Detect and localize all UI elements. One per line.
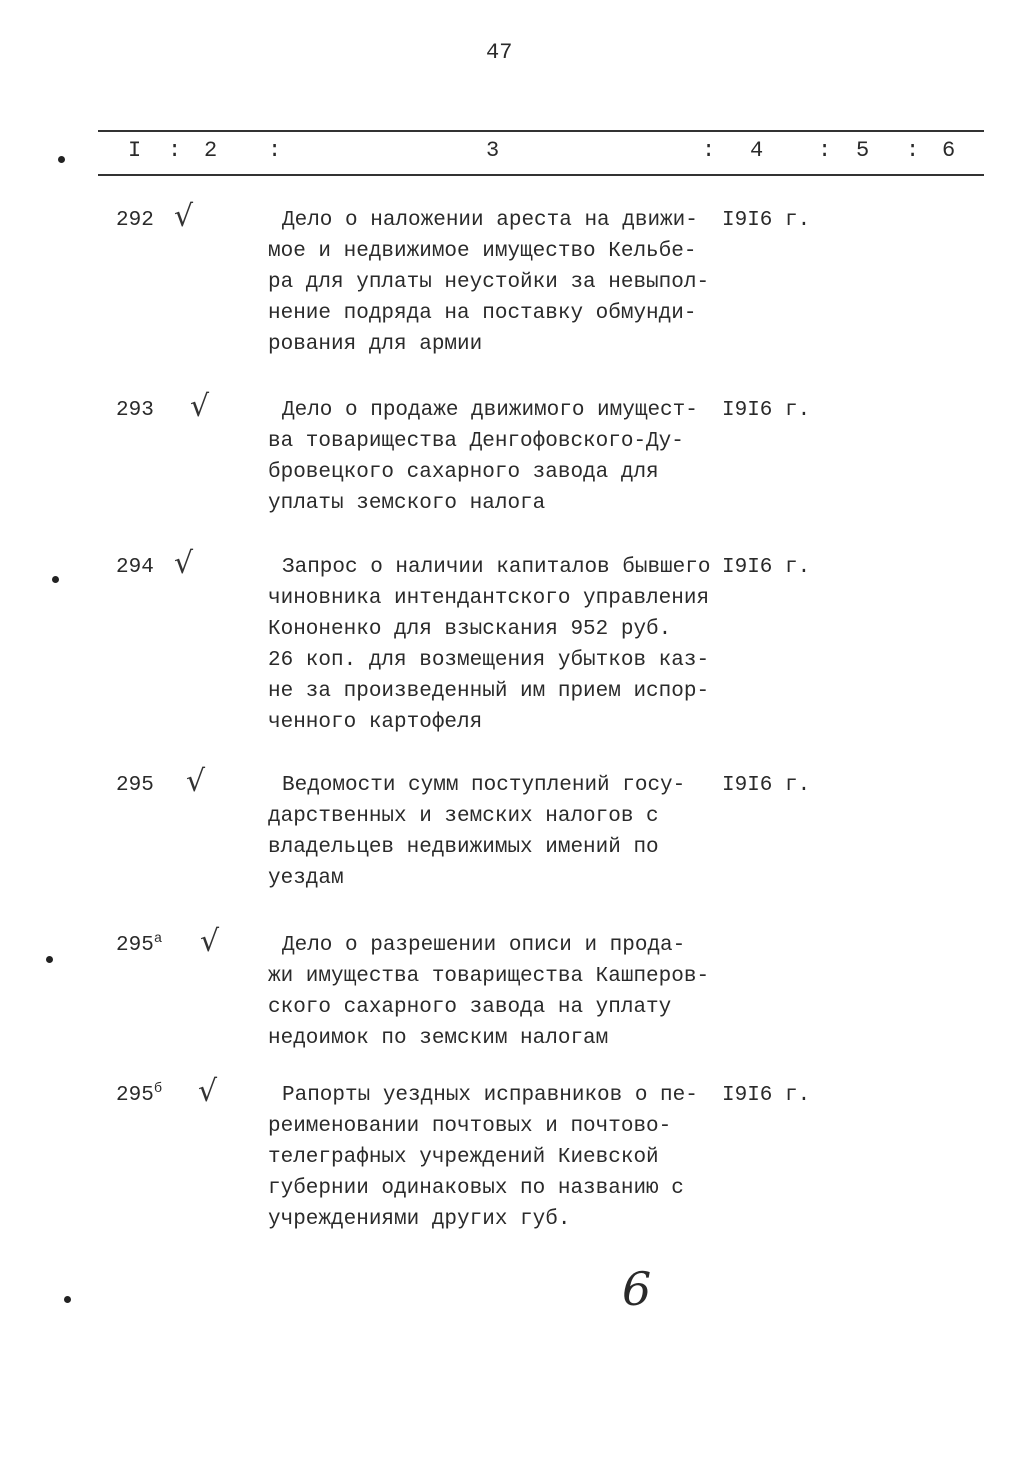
entry-description (268, 770, 685, 894)
col-header-5: 5 (856, 138, 870, 163)
entry-number-value: 295 (116, 774, 154, 797)
entry-year: I9I6 г. (722, 209, 811, 232)
description-line: владельцев недвижимых имений по (268, 836, 659, 859)
entry-number (116, 205, 154, 236)
description-line: Дело о продаже движимого имущест- (282, 399, 698, 422)
punch-hole-mark (58, 156, 65, 163)
table-top-rule (98, 130, 984, 132)
entry-number (116, 1080, 162, 1111)
entry-number (116, 770, 154, 801)
punch-hole-mark (52, 576, 59, 583)
description-line: уездам (268, 867, 344, 890)
entry-number-value: 295 (116, 1084, 154, 1107)
description-line: мое и недвижимое имущество Кельбе- (268, 240, 697, 263)
entry-year: I9I6 г. (722, 774, 811, 797)
description-line: Запрос о наличии капиталов бывшего (282, 556, 711, 579)
description-line: Рапорты уездных исправников о пе- (282, 1084, 698, 1107)
col-sep: : (906, 138, 920, 163)
handwritten-note: 6 (622, 1262, 652, 1316)
col-sep: : (818, 138, 832, 163)
col-header-1: I (128, 138, 142, 163)
punch-hole-mark (64, 1296, 71, 1303)
description-line: не за произведенный им прием испор- (268, 680, 710, 703)
col-header-6: 6 (942, 138, 956, 163)
entry-number (116, 395, 154, 426)
entry-year: I9I6 г. (722, 556, 811, 579)
checkmark-icon: √ (186, 764, 206, 799)
description-line: уплаты земского налога (268, 492, 546, 515)
checkmark-icon: √ (198, 1074, 218, 1109)
entry-description (268, 395, 698, 519)
description-line: реименовании почтовых и почтово- (268, 1115, 672, 1138)
entry-number-value: 295 (116, 934, 154, 957)
description-line: учреждениями других губ. (268, 1208, 571, 1231)
col-header-4: 4 (750, 138, 764, 163)
checkmark-icon: √ (200, 924, 220, 959)
description-line: Кононенко для взыскания 952 руб. (268, 618, 672, 641)
checkmark-icon: √ (174, 199, 194, 234)
entry-suffix: б (153, 1081, 163, 1097)
entry-description (268, 1080, 698, 1235)
entry-number-value: 292 (116, 209, 154, 232)
description-line: губернии одинаковых по названию с (268, 1177, 684, 1200)
description-line: рования для армии (268, 333, 483, 356)
entry-description (268, 930, 709, 1054)
punch-hole-mark (46, 956, 53, 963)
description-line: 26 коп. для возмещения убытков каз- (268, 649, 710, 672)
description-line: чиновника интендантского управления (268, 587, 710, 610)
entry-number-value: 294 (116, 556, 154, 579)
description-line: нение подряда на поставку обмунди- (268, 302, 697, 325)
col-sep: : (702, 138, 716, 163)
table-header-rule (98, 174, 984, 176)
col-header-2: 2 (204, 138, 218, 163)
entry-number (116, 930, 162, 961)
description-line: ра для уплаты неустойки за невыпол- (268, 271, 710, 294)
entry-year: I9I6 г. (722, 1084, 811, 1107)
entry-description (268, 552, 710, 738)
description-line: Дело о разрешении описи и прода- (282, 934, 686, 957)
description-line: Дело о наложении ареста на движи- (282, 209, 698, 232)
description-line: жи имущества товарищества Кашперов- (268, 965, 710, 988)
checkmark-icon: √ (174, 546, 194, 581)
description-line: ченного картофеля (268, 711, 483, 734)
entry-year: I9I6 г. (722, 399, 811, 422)
col-sep: : (168, 138, 182, 163)
entry-description (268, 205, 709, 360)
col-header-3: 3 (486, 138, 500, 163)
col-sep: : (268, 138, 282, 163)
entry-number-value: 293 (116, 399, 154, 422)
entry-suffix: а (153, 931, 163, 947)
description-line: недоимок по земским налогам (268, 1027, 609, 1050)
description-line: дарственных и земских налогов с (268, 805, 659, 828)
description-line: телеграфных учреждений Киевской (268, 1146, 659, 1169)
entry-number (116, 552, 154, 583)
description-line: ва товарищества Денгофовского-Ду- (268, 430, 684, 453)
description-line: бровецкого сахарного завода для (268, 461, 659, 484)
description-line: ского сахарного завода на уплату (268, 996, 672, 1019)
page-number: 47 (486, 40, 513, 65)
checkmark-icon: √ (190, 389, 210, 424)
description-line: Ведомости сумм поступлений госу- (282, 774, 686, 797)
